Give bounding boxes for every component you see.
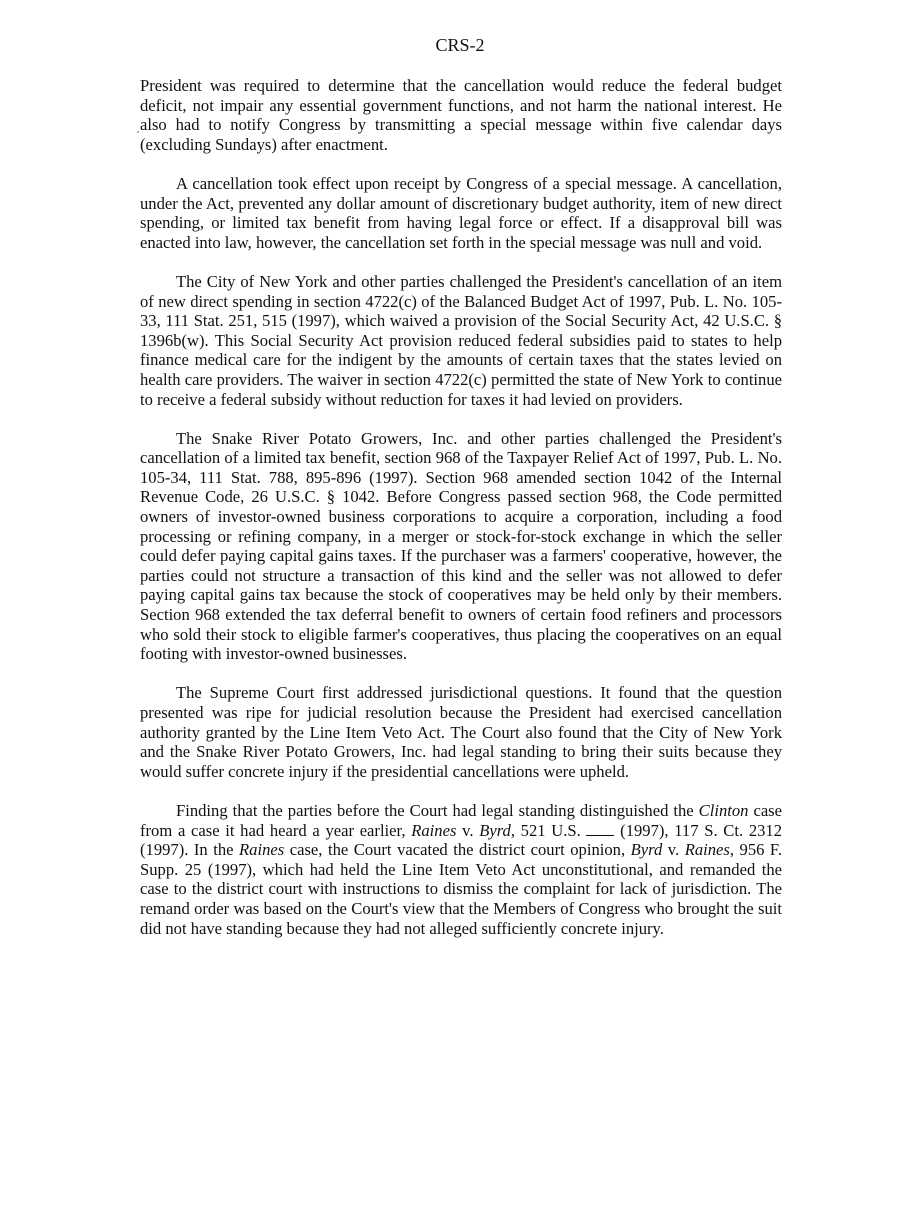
citation-blank-line (586, 823, 614, 836)
text-run: v. (456, 820, 480, 840)
italic-case-name: Byrd (630, 840, 663, 860)
text-run: (1997), 117 S. Ct. 2312 (1997). In the (140, 820, 783, 860)
text-run: The Supreme Court first addressed jurisdictional questions. It found that the question presented was ripe for judicial resolution because the President had exercised cancellation authority granted by the Line Item Veto Act. The Court also found that the City of New York and the Snake River Potato Growers, Inc. had legal standing to bring their suits because they would suffer concrete injury if the presidential cancellations were upheld. (140, 683, 782, 781)
text-run: The City of New York and other parties challenged the President's cancellation of an item of new direct spending in section 4722(c) of the Balanced Budget Act of 1997, Pub. L. No. 105-33, 111 Stat. 251, 515 (1997), which waived a provision of the Social Security Act, 42 U.S.C. § 1396b(w). This Social Security Act provision reduced federal subsidies paid to states to help finance medical care for the indigent by the amounts of certain taxes that the states levied on health care providers. The waiver in section 4722(c) permitted the state of New York to continue to receive a federal subsidy without reduction for taxes it had levied on providers. (140, 271, 782, 409)
paragraph (140, 429, 782, 664)
paragraph (140, 683, 782, 781)
document-body (140, 76, 782, 938)
text-run: Finding that the parties before the Court had legal standing distinguished the (176, 800, 699, 820)
paragraph (140, 801, 782, 938)
text-run: President was required to determine that the cancellation would reduce the federal budget deficit, not impair any essential government functions, and not harm the national interest. He also had to notify Congress by transmitting a special message within five calendar days (excluding Sundays) after enactment. (140, 76, 782, 154)
paragraph (140, 174, 782, 252)
text-run: case from a case it had heard a year earlier, (140, 800, 783, 840)
italic-case-name: Byrd (479, 820, 511, 840)
text-run: The Snake River Potato Growers, Inc. and other parties challenged the President's cancellation of a limited tax benefit, section 968 of the Taxpayer Relief Act of 1997, Pub. L. No. 105-34, 111 Stat. 788, 895-896 (1997). Section 968 amended section 1042 of the Internal Revenue Code, 26 U.S.C. § 1042. Before Congress passed section 968, the Code permitted owners of investor-owned business corporations to acquire a corporation, including a food processing or refining company, in a merger or stock-for-stock exchange in which the seller could defer paying capital gains taxes. If the purchaser was a farmers' cooperative, however, the parties could not structure a transaction of this kind and the seller was not allowed to defer paying capital gains tax because the stock of cooperatives may be held only by their members. Section 968 extended the tax deferral benefit to owners of certain food refiners and processors who sold their stock to eligible farmer's cooperatives, thus placing the cooperatives on an equal footing with investor-owned businesses. (140, 428, 782, 664)
italic-case-name: Raines (411, 820, 457, 840)
paragraph (140, 76, 782, 154)
text-run: , 521 U.S. (510, 820, 587, 840)
text-run: case, the Court vacated the district court opinion, (284, 840, 631, 860)
scan-speck (137, 131, 139, 133)
italic-case-name: Clinton (698, 800, 749, 820)
text-run: , 956 F. Supp. 25 (1997), which had held the Line Item Veto Act unconstitutional, and remanded the case to the district court with instructions to dismiss the complaint for lack of jurisdiction. The remand order was based on the Court's view that the Members of Congress who brought the suit did not have standing because they had not alleged sufficiently concrete injury. (140, 840, 782, 938)
page-header: CRS-2 (435, 35, 485, 55)
italic-case-name: Raines (684, 840, 730, 860)
italic-case-name: Raines (239, 840, 285, 860)
text-run: v. (662, 840, 685, 860)
paragraph (140, 272, 782, 409)
text-run: A cancellation took effect upon receipt by Congress of a special message. A cancellation, under the Act, prevented any dollar amount of discretionary budget authority, item of new direct spending, or limited tax benefit from having legal force or effect. If a disapproval bill was enacted into law, however, the cancellation set forth in the special message was null and void. (140, 173, 782, 252)
